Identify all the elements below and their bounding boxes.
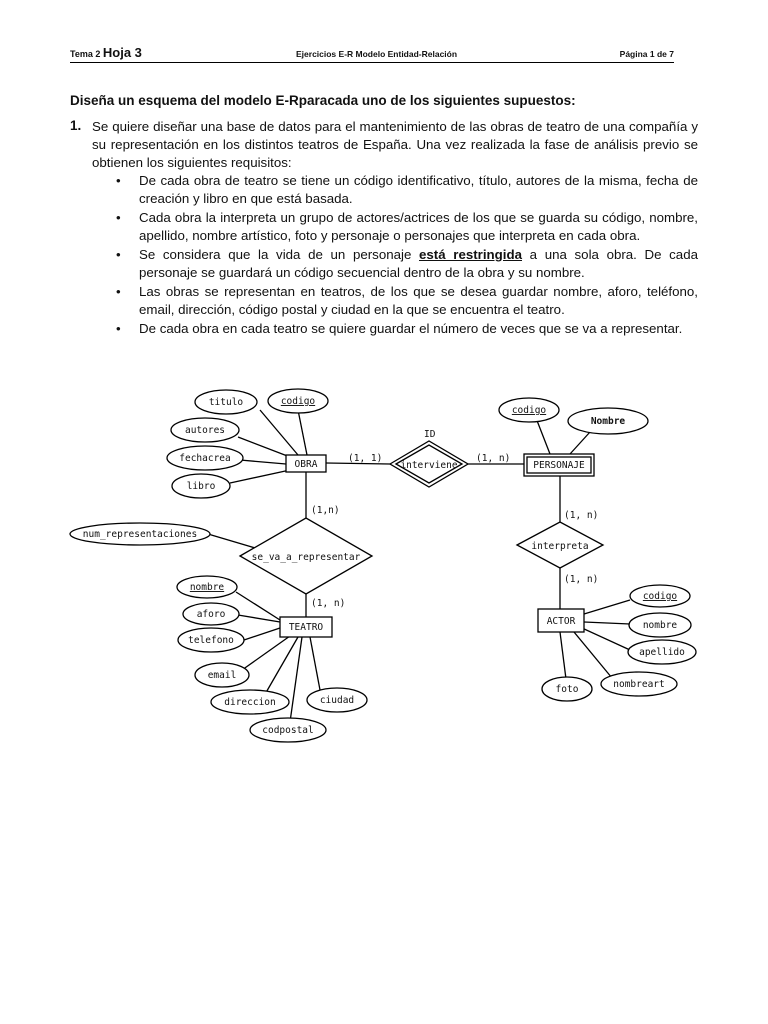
edge-obra-codigo: [298, 410, 307, 455]
attribute-label: apellido: [639, 647, 685, 658]
cardinality-personaje-interpreta: (1, n): [564, 510, 599, 521]
edge-personaje-nombre: [570, 432, 590, 454]
edge-actor-apellido: [582, 628, 630, 650]
attribute-label: titulo: [208, 397, 244, 408]
edge-actor-foto: [560, 632, 566, 679]
header-hoja: Hoja 3: [102, 45, 142, 60]
bullet-icon: •: [116, 210, 121, 225]
cardinality-actor-interpreta: (1, n): [564, 574, 599, 585]
relationship-representar-label: se_va_a_representar: [251, 552, 361, 563]
requirement-text: De cada obra de teatro se tiene un código identificativo, título, autores de la misma, fecha de creación y libro en que está basada.: [139, 173, 698, 206]
bullet-icon: •: [116, 284, 121, 299]
edge-obra-libro: [230, 470, 290, 483]
requirement-text: De cada obra en cada teatro se quiere guardar el número de veces que se va a representar.: [139, 321, 683, 336]
attribute-obra-codigo: [268, 389, 328, 413]
header-page-number: Página 1 de 7: [619, 49, 674, 59]
attribute-obra-titulo: [195, 390, 257, 414]
requirement-text: Las obras se representan en teatros, de los que se desea guardar nombre, aforo, teléfono, email, dirección, código postal y ciudad en la que se encuentra el teatro.: [139, 284, 698, 317]
edge-obra-fechacrea: [240, 460, 286, 464]
attribute-label: autores: [184, 425, 226, 436]
entity-personaje-label: PERSONAJE: [533, 460, 585, 471]
edge-teatro-email: [242, 636, 290, 670]
edge-actor-nombre: [584, 622, 630, 624]
exercise-number: 1.: [70, 118, 82, 133]
entity-teatro: [280, 617, 332, 637]
attribute-obra-libro: [172, 474, 230, 498]
attribute-actor-codigo: [630, 585, 690, 607]
bullet-icon: •: [116, 321, 121, 336]
relationship-interviene-label: interviene: [400, 460, 458, 471]
attribute-actor-nombreart: [601, 672, 677, 696]
entity-actor: [538, 609, 584, 632]
bullet-icon: •: [116, 173, 121, 188]
requirement-text-post: a una sola obra. De cada personaje se guardará un código secuencial dentro de la obra y su nombre.: [139, 247, 698, 280]
exercise-heading: Diseña un esquema del modelo E-Rparacada uno de los siguientes supuestos:: [70, 93, 576, 108]
attribute-teatro-direccion: [211, 690, 289, 714]
attribute-label: codpostal: [262, 725, 314, 736]
edge-personaje-codigo: [536, 418, 550, 454]
attribute-actor-nombre: [629, 613, 691, 637]
attribute-label: num_representaciones: [82, 529, 198, 540]
attribute-label: Nombre: [590, 416, 626, 427]
attribute-label: email: [207, 670, 237, 681]
attribute-label: nombreart: [613, 679, 665, 690]
attribute-teatro-email: [195, 663, 249, 687]
cardinality-obra-representar: (1,n): [311, 505, 340, 516]
attribute-teatro-telefono: [178, 628, 244, 652]
cardinality-obra-interviene: (1, 1): [348, 453, 383, 464]
requirement-text: Cada obra la interpreta un grupo de actores/actrices de los que se guarda su código, nombre, apellido, nombre artístico, foto y personaje o personajes que interpreta en cada obra.: [139, 210, 698, 243]
attribute-key-label: nombre: [189, 582, 225, 593]
attribute-teatro-aforo: [183, 603, 239, 625]
relationship-interviene: [390, 441, 468, 487]
attribute-personaje-codigo: [499, 398, 559, 422]
cardinality-teatro-representar: (1, n): [311, 598, 346, 609]
cardinality-personaje-interviene: (1, n): [476, 453, 511, 464]
attribute-personaje-nombre: [568, 408, 648, 434]
attribute-label: fechacrea: [179, 453, 231, 464]
attribute-teatro-nombre: [177, 576, 237, 598]
relationship-interpreta: [517, 522, 603, 568]
attribute-label: telefono: [188, 635, 234, 646]
attribute-label: aforo: [196, 609, 226, 620]
attribute-teatro-codpostal: [250, 718, 326, 742]
attribute-label: foto: [555, 684, 579, 695]
requirement-text-pre: Se considera que la vida de un personaje: [139, 247, 420, 262]
edge-teatro-telefono: [244, 628, 280, 640]
attribute-label: nombre: [642, 620, 678, 631]
attribute-obra-autores: [171, 418, 239, 442]
attribute-label: libro: [186, 481, 216, 492]
attribute-key-label: codigo: [642, 591, 678, 602]
relationship-interpreta-label: interpreta: [531, 541, 589, 552]
attribute-label: direccion: [224, 697, 276, 708]
entity-obra-label: OBRA: [294, 459, 318, 470]
attribute-obra-fechacrea: [167, 446, 243, 470]
identifier-label: ID: [424, 429, 436, 440]
bullet-icon: •: [116, 247, 121, 262]
exercise-intro: Se quiere diseñar una base de datos para el mantenimiento de las obras de teatro de una compañía y su representación en los distintos teatros de España. Una vez realizada la fase de análisis previo se obtienen los siguientes requisitos:: [92, 119, 698, 170]
header-title: Ejercicios E-R Modelo Entidad-Relación: [296, 49, 458, 59]
attribute-actor-foto: [542, 677, 592, 701]
entity-obra: [286, 455, 326, 472]
requirement-emphasis: está restringida: [419, 247, 522, 262]
attribute-num-representaciones: [70, 523, 210, 545]
entity-teatro-label: TEATRO: [288, 622, 324, 633]
edge-actor-codigo: [584, 600, 630, 614]
relationship-representar: [240, 518, 372, 594]
attribute-key-label: codigo: [511, 405, 547, 416]
attribute-label: ciudad: [319, 695, 355, 706]
edge-teatro-codpostal: [290, 637, 302, 722]
attribute-key-label: codigo: [280, 396, 316, 407]
entity-actor-label: ACTOR: [546, 616, 576, 627]
attribute-teatro-ciudad: [307, 688, 367, 712]
entity-personaje: [524, 454, 594, 476]
edge-teatro-direccion: [264, 637, 298, 696]
edge-obra-autores: [238, 437, 290, 457]
edge-teatro-ciudad: [310, 637, 320, 690]
header-tema: Tema 2: [70, 49, 101, 59]
attribute-actor-apellido: [628, 640, 696, 664]
